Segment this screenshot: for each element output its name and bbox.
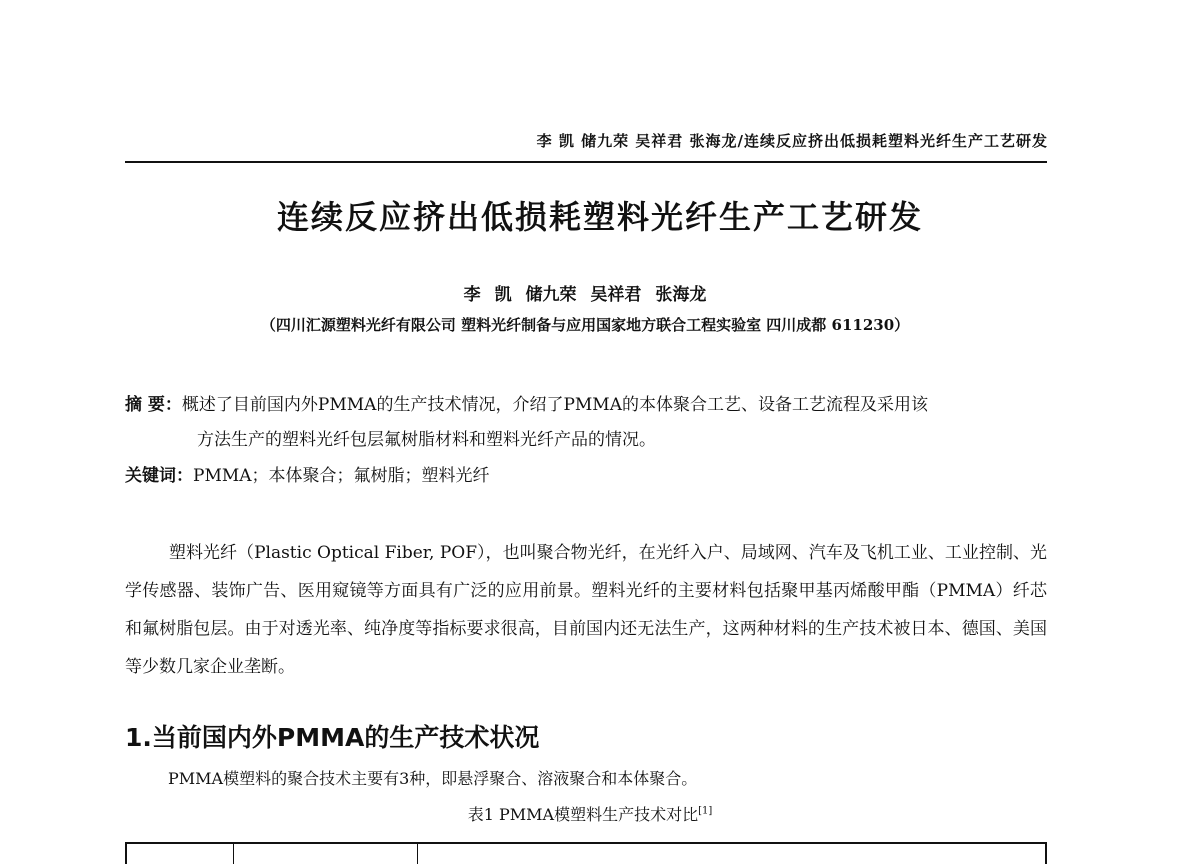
affiliation: （四川汇源塑料光纤有限公司 塑料光纤制备与应用国家地方联合工程实验室 四川成都 611230） (260, 316, 910, 334)
intro-paragraph: 塑料光纤（Plastic Optical Fiber, POF），也叫聚合物光纤，在光纤入户、局域网、汽车及飞机工业、工业控制、光学传感器、装饰广告、医用窥镜等方面具有广泛的应用前景。塑料光纤的主要材料包括聚甲基丙烯酸甲酯（PMMA）纤芯和氟树脂包层。由于对透光率、纯净度等指标要求很高，目前国内还无法生产，这两种材料的生产技术被日本、德国、美国等少数几家企业垄断。 (125, 543, 1047, 677)
table-column-rule (125, 844, 127, 864)
table-caption (0, 802, 1180, 825)
table-caption-ref: [1] (698, 805, 713, 817)
author-list: 李 凯 储九荣 吴祥君 张海龙 (463, 285, 707, 305)
running-header: 李 凯 储九荣 吴祥君 张海龙/连续反应挤出低损耗塑料光纤生产工艺研发 (536, 132, 1048, 150)
comparison-table-top (125, 842, 1047, 864)
abstract-line-1 (125, 388, 1055, 423)
paper-title: 连续反应挤出低损耗塑料光纤生产工艺研发 (276, 198, 923, 236)
keywords-label: 关键词： (125, 466, 193, 486)
abstract-label: 摘 要： (125, 395, 182, 415)
header-rule (125, 161, 1047, 163)
section-heading: 1.当前国内外PMMA的生产技术状况 (125, 723, 540, 752)
keywords (125, 460, 1055, 492)
table-column-rule (1045, 844, 1047, 864)
abstract-text-1: 概述了目前国内外PMMA的生产技术情况，介绍了PMMA的本体聚合工艺、设备工艺流程及采用该 (181, 395, 928, 415)
section-text: PMMA模塑料的聚合技术主要有3种，即悬浮聚合、溶液聚合和本体聚合。 (168, 769, 698, 788)
table-column-rule (233, 844, 234, 864)
abstract (125, 388, 1055, 458)
abstract-line-2: 方法生产的塑料光纤包层氟树脂材料和塑料光纤产品的情况。 (197, 430, 656, 450)
table-column-rule (417, 844, 418, 864)
table-caption-text: 表1 PMMA模塑料生产技术对比 (467, 805, 699, 824)
keywords-text: PMMA；本体聚合；氟树脂；塑料光纤 (193, 466, 490, 486)
